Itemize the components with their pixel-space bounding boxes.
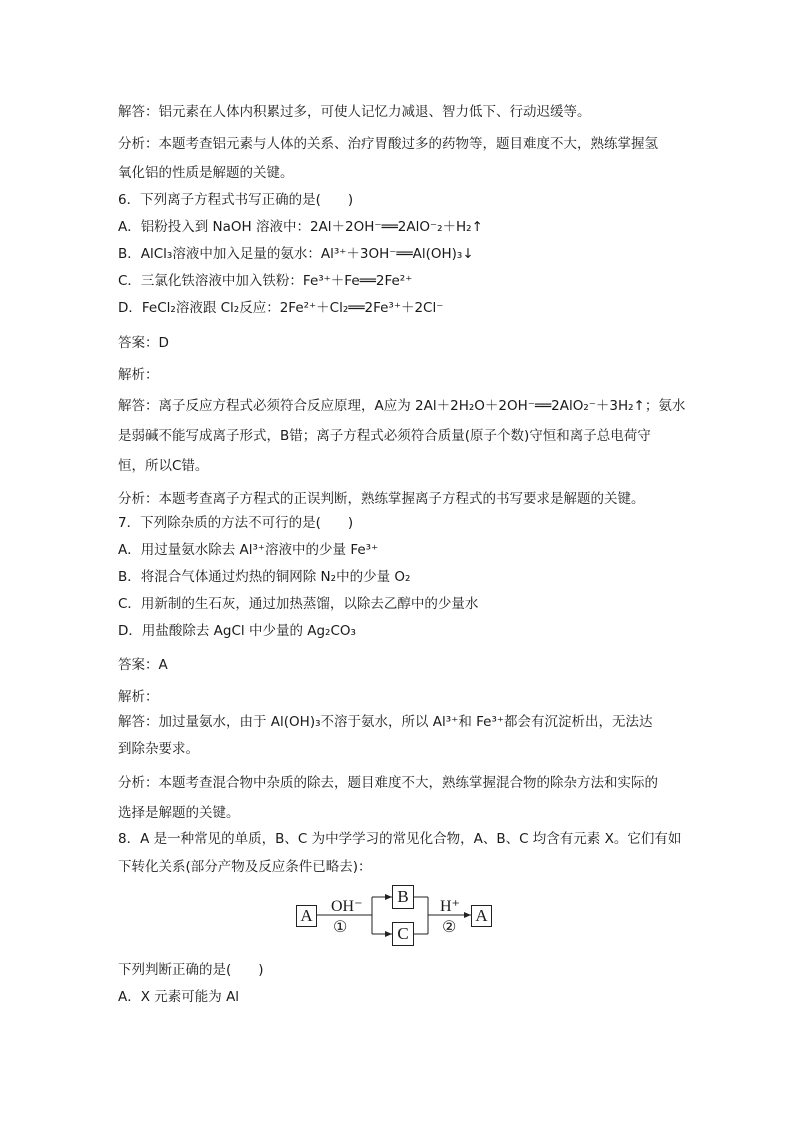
paragraph-analysis-line1: 分析：本题考查铝元素与人体的关系、治疗胃酸过多的药物等，题目难度不大，熟练掌握氢 bbox=[118, 136, 658, 152]
question-7-answer: 答案：A bbox=[118, 657, 168, 673]
question-7-option-a: A．用过量氨水除去 Al³⁺溶液中的少量 Fe³⁺ bbox=[118, 542, 379, 558]
question-7-jieda-line2: 到除杂要求。 bbox=[118, 741, 199, 757]
question-7-analysis-line2: 选择是解题的关键。 bbox=[118, 805, 240, 821]
question-7-stem: 7．下列除杂质的方法不可行的是( ) bbox=[118, 515, 354, 531]
paragraph-answer-explanation: 解答：铝元素在人体内积累过多，可使人记忆力减退、智力低下、行动迟缓等。 bbox=[118, 104, 591, 120]
question-6-jieda-line3: 恒，所以C错。 bbox=[118, 458, 209, 474]
question-6-option-a: A．铝粉投入到 NaOH 溶液中：2Al＋2OH⁻══2AlO⁻₂＋H₂↑ bbox=[118, 219, 483, 235]
box-c: C bbox=[392, 922, 414, 946]
question-7-option-d: D．用盐酸除去 AgCl 中少量的 Ag₂CO₃ bbox=[118, 623, 356, 639]
question-6-stem: 6．下列离子方程式书写正确的是( ) bbox=[118, 192, 354, 208]
label-hydroxide: OH⁻ bbox=[331, 898, 363, 915]
question-6-option-d: D．FeCl₂溶液跟 Cl₂反应：2Fe²⁺＋Cl₂══2Fe³⁺＋2Cl⁻ bbox=[118, 300, 444, 316]
label-step-1: ① bbox=[333, 919, 348, 936]
label-hydrogen-ion: H⁺ bbox=[440, 898, 460, 915]
question-8-prompt: 下列判断正确的是( ) bbox=[118, 962, 264, 978]
question-6-option-c: C．三氯化铁溶液中加入铁粉：Fe³⁺＋Fe══2Fe²⁺ bbox=[118, 273, 413, 289]
question-7-jiexi-label: 解析： bbox=[118, 689, 159, 705]
question-6-jieda-line2: 是弱碱不能写成离子形式，B错；离子方程式必须符合质量(原子个数)守恒和离子总电荷守 bbox=[118, 428, 651, 444]
box-b: B bbox=[392, 885, 414, 909]
question-7-jieda-line1: 解答：加过量氨水，由于 Al(OH)₃不溶于氨水，所以 Al³⁺和 Fe³⁺都会有沉淀析出，无法达 bbox=[118, 714, 653, 730]
box-a-left: A bbox=[296, 905, 317, 927]
question-6-analysis: 分析：本题考查离子方程式的正误判断，熟练掌握离子方程式的书写要求是解题的关键。 bbox=[118, 491, 645, 507]
paragraph-analysis-line2: 氧化铝的性质是解题的关键。 bbox=[118, 165, 294, 181]
box-a-right: A bbox=[471, 905, 492, 927]
question-8-stem-line2: 下转化关系(部分产物及反应条件已略去)： bbox=[118, 859, 372, 875]
question-7-option-b: B．将混合气体通过灼热的铜网除 N₂中的少量 O₂ bbox=[118, 569, 411, 585]
label-step-2: ② bbox=[442, 919, 457, 936]
question-6-answer: 答案：D bbox=[118, 335, 169, 351]
question-6-jieda-line1: 解答：离子反应方程式必须符合反应原理，A应为 2Al＋2H₂O＋2OH⁻══2AlO₂⁻＋3H₂↑；氨水 bbox=[118, 398, 686, 414]
question-7-analysis-line1: 分析：本题考查混合物中杂质的除去，题目难度不大，熟练掌握混合物的除杂方法和实际的 bbox=[118, 775, 658, 791]
question-7-option-c: C．用新制的生石灰，通过加热蒸馏，以除去乙醇中的少量水 bbox=[118, 596, 479, 612]
question-6-jiexi-label: 解析： bbox=[118, 367, 159, 383]
question-8-option-a: A．X 元素可能为 Al bbox=[118, 989, 240, 1005]
question-6-option-b: B．AlCl₃溶液中加入足量的氨水：Al³⁺＋3OH⁻══Al(OH)₃↓ bbox=[118, 246, 474, 262]
question-8-stem-line1: 8．A 是一种常见的单质，B、C 为中学学习的常见化合物，A、B、C 均含有元素 X。它们有如 bbox=[118, 831, 682, 847]
